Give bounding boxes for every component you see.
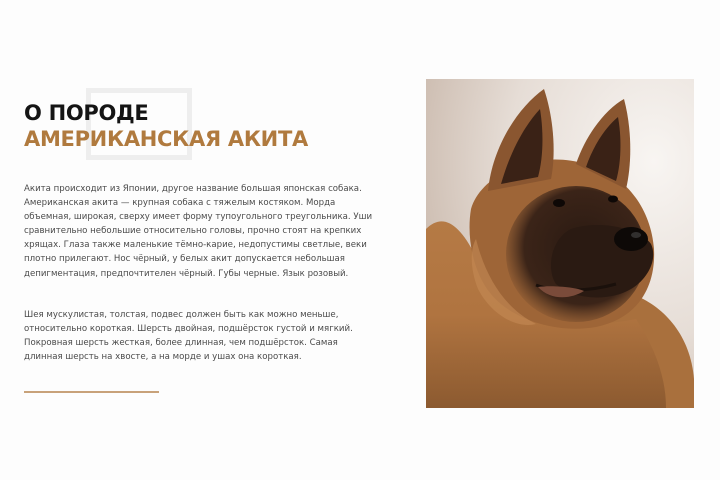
breed-name-title: АМЕРИКАНСКАЯ АКИТА [24,127,308,151]
description-paragraph-2: Шея мускулистая, толстая, подвес должен быть как можно меньше, относительно короткая. Шерсть двойная, подшёрсток густой и мягкий. Покровная шерсть жесткая, более длинная, чем подшёрсток. Самая длинная шерсть на хвосте, а на морде и ушах она короткая. [24,310,353,363]
description-paragraph-1: Акита происходит из Японии, другое название большая японская собака. Американская акита — крупная собака с тяжелым костяком. Морда объемная, широкая, сверху имеет форму тупоугольного треугольника. Уши сравнительно небольшие относительно головы, прочно стоят на крепких хрящах. Глаза также маленькие тёмно-карие, недопустимы светлые, веки плотно прилегают. Нос чёрный, у белых акит допускается небольшая депигментация, предпочтителен чёрный. Губы черные. Язык розовый. [24,184,373,279]
akita-dog-photo [426,79,694,408]
accent-divider [24,391,159,393]
section-title: О ПОРОДЕ [24,101,149,125]
